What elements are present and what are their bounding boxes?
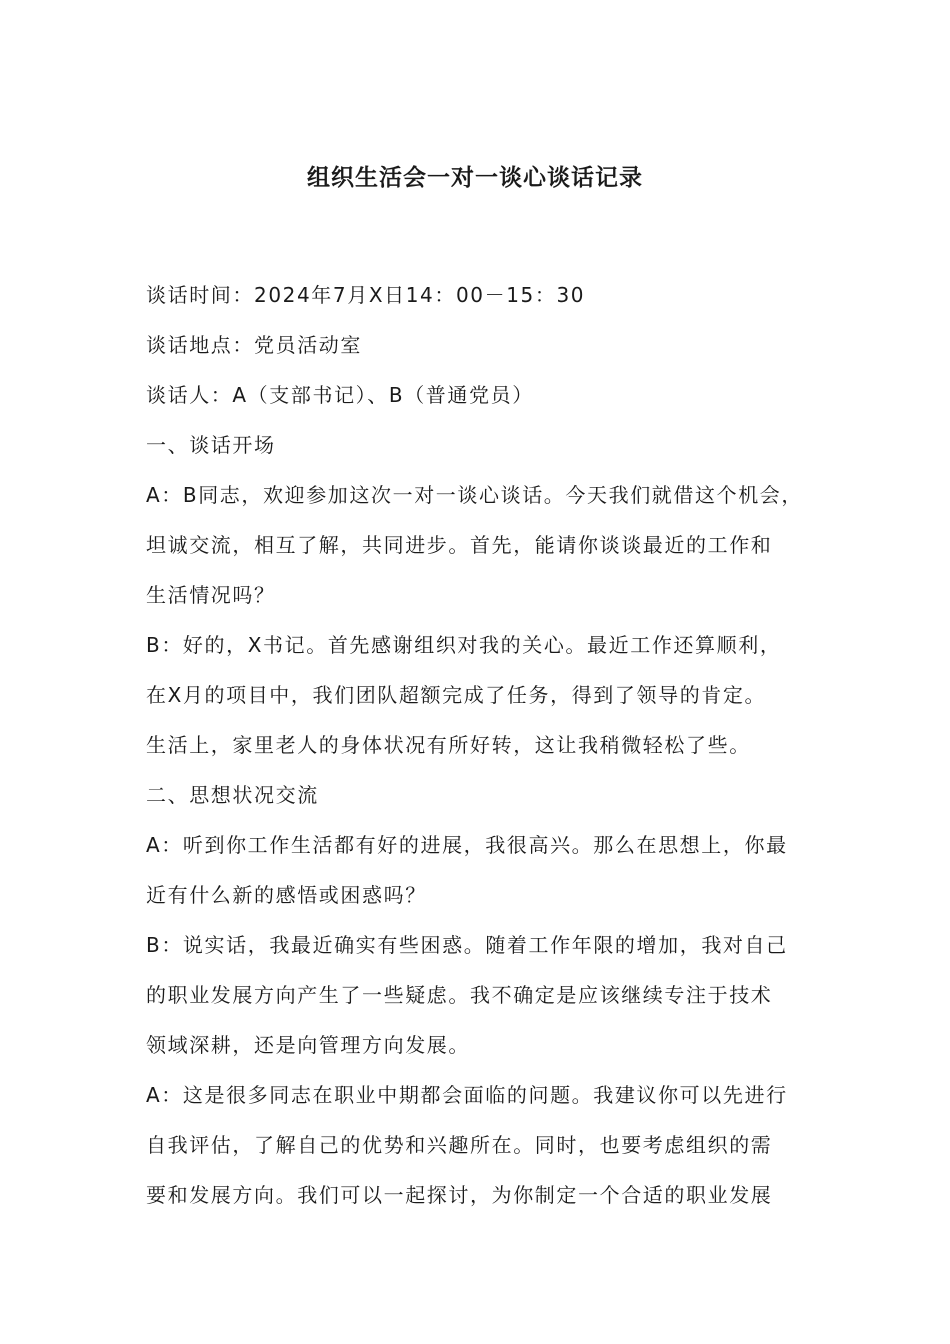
paragraph-line: 坦诚交流，相互了解，共同进步。首先，能请你谈谈最近的工作和 — [146, 533, 773, 557]
paragraph-line: A：这是很多同志在职业中期都会面临的问题。我建议你可以先进行 — [146, 1083, 788, 1107]
paragraph-line: B：说实话，我最近确实有些困惑。随着工作年限的增加，我对自己 — [146, 933, 788, 957]
section-heading-opening: 一、谈话开场 — [146, 433, 276, 457]
meta-participants: 谈话人：A（支部书记）、B（普通党员） — [146, 383, 534, 407]
document-title: 组织生活会一对一谈心谈话记录 — [307, 165, 643, 191]
paragraph-line: 的职业发展方向产生了一些疑虑。我不确定是应该继续专注于技术 — [146, 983, 773, 1007]
paragraph-line: 领域深耕，还是向管理方向发展。 — [146, 1033, 470, 1057]
paragraph-line: 近有什么新的感悟或困惑吗？ — [146, 883, 427, 907]
paragraph-line: A：听到你工作生活都有好的进展，我很高兴。那么在思想上，你最 — [146, 833, 788, 857]
paragraph-line: B：好的，X书记。首先感谢组织对我的关心。最近工作还算顺利， — [146, 633, 782, 657]
paragraph-line: 自我评估，了解自己的优势和兴趣所在。同时，也要考虑组织的需 — [146, 1133, 773, 1157]
section-heading-thoughts: 二、思想状况交流 — [146, 783, 319, 807]
paragraph-line: 生活情况吗？ — [146, 583, 276, 607]
paragraph-line: 生活上，家里老人的身体状况有所好转，这让我稍微轻松了些。 — [146, 733, 751, 757]
paragraph-line: 在X月的项目中，我们团队超额完成了任务，得到了领导的肯定。 — [146, 683, 767, 707]
meta-location: 谈话地点：党员活动室 — [146, 333, 362, 357]
document-body — [146, 278, 826, 1228]
meta-time: 谈话时间：2024年7月X日14：00－15：30 — [146, 283, 586, 307]
paragraph-line: A：B同志，欢迎参加这次一对一谈心谈话。今天我们就借这个机会， — [146, 483, 804, 507]
paragraph-line: 要和发展方向。我们可以一起探讨，为你制定一个合适的职业发展 — [146, 1183, 773, 1207]
